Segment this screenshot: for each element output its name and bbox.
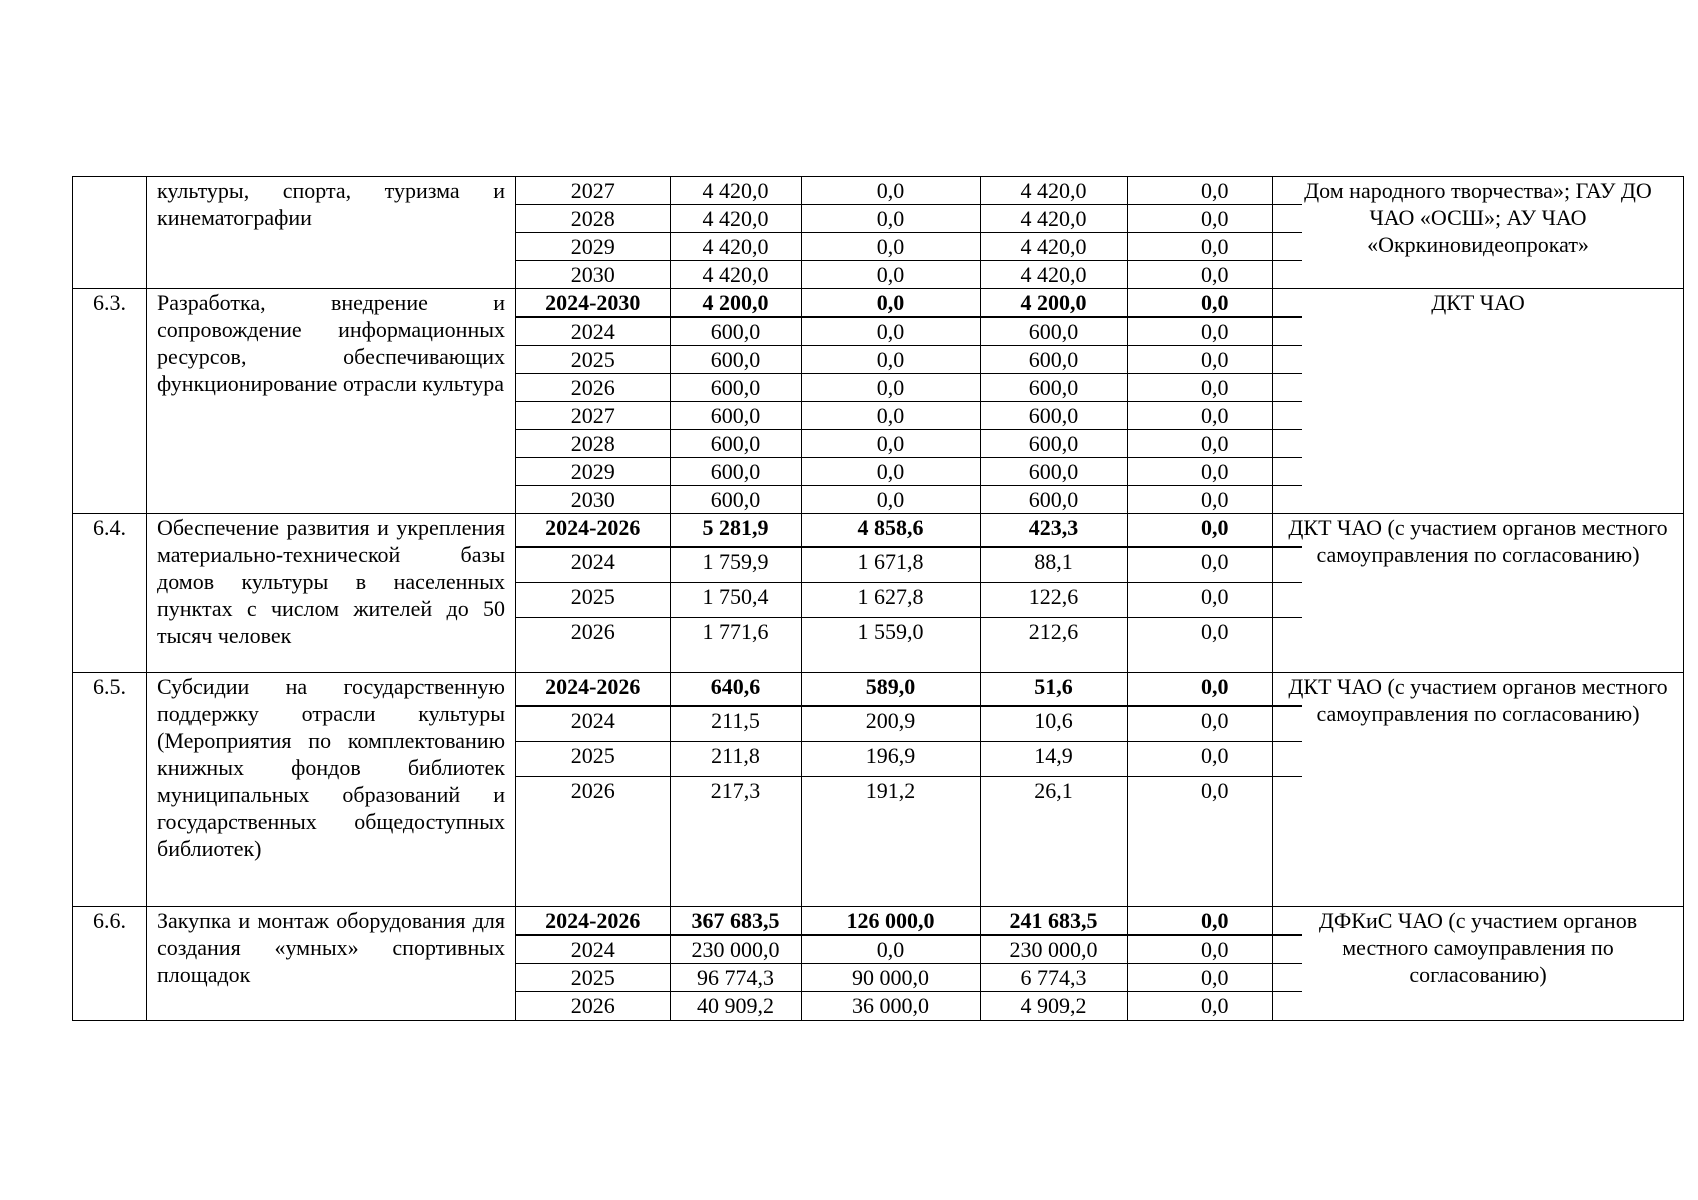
federal-budget-cell: 0,0 bbox=[801, 346, 980, 374]
federal-budget-cell: 0,0 bbox=[801, 289, 980, 317]
period-cell: 2024 bbox=[516, 317, 670, 346]
district-budget-cell: 4 420,0 bbox=[980, 233, 1127, 261]
other-sources-cell: 0,0 bbox=[1201, 993, 1229, 1018]
federal-budget-cell: 589,0 bbox=[801, 673, 980, 706]
item-number: 6.6. bbox=[73, 907, 147, 1021]
program-table bbox=[72, 176, 1684, 1021]
district-budget-cell: 4 420,0 bbox=[980, 177, 1127, 205]
other-sources-cell: 0,0 bbox=[1127, 514, 1302, 547]
period-cell: 2025 bbox=[516, 582, 670, 617]
other-sources-cell: 0,0 bbox=[1201, 262, 1229, 287]
federal-budget-cell: 126 000,0 bbox=[801, 907, 980, 935]
federal-budget-cell: 1 627,8 bbox=[801, 582, 980, 617]
funding-year-row bbox=[516, 582, 1302, 617]
item-name: Закупка и монтаж оборудования для создания «умных» спортивных площадок bbox=[147, 907, 516, 1021]
federal-budget-cell: 0,0 bbox=[801, 177, 980, 205]
funding-year-row bbox=[516, 935, 1302, 964]
total-amount-cell: 40 909,2 bbox=[670, 992, 801, 1020]
responsible-executor: ДКТ ЧАО (с участием органов местного самоуправления по согласованию) bbox=[1273, 514, 1684, 673]
funding-year-row bbox=[516, 233, 1302, 261]
federal-budget-cell: 200,9 bbox=[801, 706, 980, 741]
period-cell: 2026 bbox=[516, 374, 670, 402]
other-sources-cell: 0,0 bbox=[1127, 205, 1302, 233]
funding-year-row bbox=[516, 964, 1302, 992]
item-name: культуры, спорта, туризма и кинематографии bbox=[147, 177, 516, 289]
federal-budget-cell: 90 000,0 bbox=[801, 964, 980, 992]
total-amount-cell: 1 750,4 bbox=[670, 582, 801, 617]
district-budget-cell: 4 420,0 bbox=[980, 205, 1127, 233]
district-budget-cell: 10,6 bbox=[980, 706, 1127, 741]
responsible-executor: ДКТ ЧАО bbox=[1273, 289, 1684, 514]
federal-budget-cell: 0,0 bbox=[801, 935, 980, 964]
federal-budget-cell: 0,0 bbox=[801, 402, 980, 430]
federal-budget-cell: 1 559,0 bbox=[801, 617, 980, 672]
period-cell: 2024-2030 bbox=[516, 289, 670, 317]
other-sources-cell: 0,0 bbox=[1127, 935, 1302, 964]
other-sources-cell: 0,0 bbox=[1127, 346, 1302, 374]
district-budget-cell: 14,9 bbox=[980, 741, 1127, 776]
total-amount-cell: 4 420,0 bbox=[670, 233, 801, 261]
district-budget-cell: 230 000,0 bbox=[980, 935, 1127, 964]
district-budget-cell: 122,6 bbox=[980, 582, 1127, 617]
table-row bbox=[73, 177, 1684, 289]
funding-table bbox=[516, 907, 1302, 1020]
other-sources-cell: 0,0 bbox=[1201, 777, 1229, 803]
item-number: 6.4. bbox=[73, 514, 147, 673]
funding-year-row bbox=[516, 547, 1302, 582]
period-cell: 2026 bbox=[516, 992, 670, 1020]
district-budget-cell: 600,0 bbox=[980, 402, 1127, 430]
district-budget-cell: 6 774,3 bbox=[980, 964, 1127, 992]
district-budget-cell: 600,0 bbox=[980, 486, 1127, 514]
period-cell: 2024 bbox=[516, 547, 670, 582]
federal-budget-cell: 0,0 bbox=[801, 233, 980, 261]
funding-year-row bbox=[516, 617, 1302, 672]
total-amount-cell: 1 771,6 bbox=[670, 617, 801, 672]
total-amount-cell: 4 420,0 bbox=[670, 205, 801, 233]
period-cell: 2027 bbox=[516, 402, 670, 430]
funding-total-row bbox=[516, 514, 1302, 547]
federal-budget-cell: 0,0 bbox=[801, 430, 980, 458]
total-amount-cell: 4 420,0 bbox=[670, 177, 801, 205]
total-amount-cell: 640,6 bbox=[670, 673, 801, 706]
period-cell: 2030 bbox=[516, 261, 670, 289]
period-cell: 2028 bbox=[516, 430, 670, 458]
funding-year-row bbox=[516, 458, 1302, 486]
period-cell: 2024-2026 bbox=[516, 514, 670, 547]
other-sources-cell: 0,0 bbox=[1127, 317, 1302, 346]
other-sources-cell: 0,0 bbox=[1127, 458, 1302, 486]
district-budget-cell: 4 420,0 bbox=[980, 261, 1127, 289]
funding-year-row bbox=[516, 486, 1302, 514]
period-cell: 2026 bbox=[516, 776, 670, 906]
total-amount-cell: 230 000,0 bbox=[670, 935, 801, 964]
item-number: 6.5. bbox=[73, 673, 147, 907]
federal-budget-cell: 196,9 bbox=[801, 741, 980, 776]
period-cell: 2028 bbox=[516, 205, 670, 233]
period-cell: 2025 bbox=[516, 346, 670, 374]
responsible-executor: Дом народного творчества»; ГАУ ДО ЧАО «ОСШ»; АУ ЧАО «Окркиновидеопрокат» bbox=[1273, 177, 1684, 289]
other-sources-cell: 0,0 bbox=[1201, 487, 1229, 512]
period-cell: 2025 bbox=[516, 964, 670, 992]
item-name: Обеспечение развития и укрепления материально-технической базы домов культуры в населенных пунктах с числом жителей до 50 тысяч человек bbox=[147, 514, 516, 673]
total-amount-cell: 5 281,9 bbox=[670, 514, 801, 547]
federal-budget-cell: 0,0 bbox=[801, 205, 980, 233]
district-budget-cell: 600,0 bbox=[980, 317, 1127, 346]
other-sources-cell: 0,0 bbox=[1127, 907, 1302, 935]
item-number bbox=[73, 177, 147, 289]
funding-year-row bbox=[516, 317, 1302, 346]
other-sources-cell: 0,0 bbox=[1127, 741, 1302, 776]
district-budget-cell: 88,1 bbox=[980, 547, 1127, 582]
total-amount-cell: 600,0 bbox=[670, 430, 801, 458]
funding-year-row bbox=[516, 261, 1302, 289]
item-number: 6.3. bbox=[73, 289, 147, 514]
total-amount-cell: 600,0 bbox=[670, 346, 801, 374]
document-page bbox=[72, 176, 1684, 1021]
district-budget-cell: 600,0 bbox=[980, 430, 1127, 458]
responsible-executor: ДКТ ЧАО (с участием органов местного самоуправления по согласованию) bbox=[1273, 673, 1684, 907]
other-sources-cell: 0,0 bbox=[1127, 177, 1302, 205]
district-budget-cell: 600,0 bbox=[980, 374, 1127, 402]
federal-budget-cell: 1 671,8 bbox=[801, 547, 980, 582]
federal-budget-cell: 0,0 bbox=[801, 486, 980, 514]
other-sources-cell: 0,0 bbox=[1127, 673, 1302, 706]
period-cell: 2024-2026 bbox=[516, 673, 670, 706]
funding-year-row bbox=[516, 430, 1302, 458]
total-amount-cell: 600,0 bbox=[670, 374, 801, 402]
district-budget-cell: 26,1 bbox=[980, 776, 1127, 906]
funding-year-row bbox=[516, 741, 1302, 776]
period-cell: 2030 bbox=[516, 486, 670, 514]
federal-budget-cell: 0,0 bbox=[801, 374, 980, 402]
total-amount-cell: 600,0 bbox=[670, 458, 801, 486]
funding-year-row bbox=[516, 374, 1302, 402]
item-name: Разработка, внедрение и сопровождение информационных ресурсов, обеспечивающих функционирование отрасли культура bbox=[147, 289, 516, 514]
total-amount-cell: 600,0 bbox=[670, 486, 801, 514]
district-budget-cell: 4 909,2 bbox=[980, 992, 1127, 1020]
funding-total-row bbox=[516, 907, 1302, 935]
table-row bbox=[73, 673, 1684, 907]
district-budget-cell: 4 200,0 bbox=[980, 289, 1127, 317]
table-row bbox=[73, 289, 1684, 514]
district-budget-cell: 600,0 bbox=[980, 458, 1127, 486]
other-sources-cell: 0,0 bbox=[1127, 430, 1302, 458]
funding-year-row bbox=[516, 402, 1302, 430]
period-cell: 2029 bbox=[516, 233, 670, 261]
funding-total-row bbox=[516, 673, 1302, 706]
other-sources-cell: 0,0 bbox=[1127, 289, 1302, 317]
district-budget-cell: 212,6 bbox=[980, 617, 1127, 672]
other-sources-cell: 0,0 bbox=[1127, 582, 1302, 617]
district-budget-cell: 51,6 bbox=[980, 673, 1127, 706]
funding-total-row bbox=[516, 289, 1302, 317]
total-amount-cell: 211,8 bbox=[670, 741, 801, 776]
funding-year-row bbox=[516, 706, 1302, 741]
total-amount-cell: 367 683,5 bbox=[670, 907, 801, 935]
other-sources-cell: 0,0 bbox=[1127, 402, 1302, 430]
federal-budget-cell: 4 858,6 bbox=[801, 514, 980, 547]
other-sources-cell: 0,0 bbox=[1201, 618, 1229, 644]
funding-table bbox=[516, 514, 1302, 672]
period-cell: 2027 bbox=[516, 177, 670, 205]
total-amount-cell: 217,3 bbox=[670, 776, 801, 906]
district-budget-cell: 600,0 bbox=[980, 346, 1127, 374]
other-sources-cell: 0,0 bbox=[1127, 706, 1302, 741]
district-budget-cell: 423,3 bbox=[980, 514, 1127, 547]
federal-budget-cell: 0,0 bbox=[801, 317, 980, 346]
item-name: Субсидии на государственную поддержку отрасли культуры (Мероприятия по комплектованию книжных фондов библиотек муниципальных образований и государственных общедоступных библиотек) bbox=[147, 673, 516, 907]
period-cell: 2025 bbox=[516, 741, 670, 776]
period-cell: 2029 bbox=[516, 458, 670, 486]
funding-table bbox=[516, 177, 1302, 288]
funding-table bbox=[516, 673, 1302, 906]
total-amount-cell: 600,0 bbox=[670, 317, 801, 346]
other-sources-cell: 0,0 bbox=[1127, 964, 1302, 992]
funding-year-row bbox=[516, 776, 1302, 906]
table-row bbox=[73, 907, 1684, 1021]
table-row bbox=[73, 514, 1684, 673]
total-amount-cell: 4 420,0 bbox=[670, 261, 801, 289]
funding-year-row bbox=[516, 992, 1302, 1020]
responsible-executor: ДФКиС ЧАО (с участием органов местного самоуправления по согласованию) bbox=[1273, 907, 1684, 1021]
period-cell: 2026 bbox=[516, 617, 670, 672]
other-sources-cell: 0,0 bbox=[1127, 547, 1302, 582]
other-sources-cell: 0,0 bbox=[1127, 374, 1302, 402]
federal-budget-cell: 0,0 bbox=[801, 261, 980, 289]
total-amount-cell: 4 200,0 bbox=[670, 289, 801, 317]
period-cell: 2024 bbox=[516, 706, 670, 741]
federal-budget-cell: 191,2 bbox=[801, 776, 980, 906]
total-amount-cell: 1 759,9 bbox=[670, 547, 801, 582]
funding-year-row bbox=[516, 205, 1302, 233]
other-sources-cell: 0,0 bbox=[1127, 233, 1302, 261]
period-cell: 2024-2026 bbox=[516, 907, 670, 935]
funding-year-row bbox=[516, 177, 1302, 205]
period-cell: 2024 bbox=[516, 935, 670, 964]
total-amount-cell: 211,5 bbox=[670, 706, 801, 741]
district-budget-cell: 241 683,5 bbox=[980, 907, 1127, 935]
total-amount-cell: 96 774,3 bbox=[670, 964, 801, 992]
federal-budget-cell: 0,0 bbox=[801, 458, 980, 486]
funding-table bbox=[516, 289, 1302, 513]
funding-year-row bbox=[516, 346, 1302, 374]
federal-budget-cell: 36 000,0 bbox=[801, 992, 980, 1020]
total-amount-cell: 600,0 bbox=[670, 402, 801, 430]
